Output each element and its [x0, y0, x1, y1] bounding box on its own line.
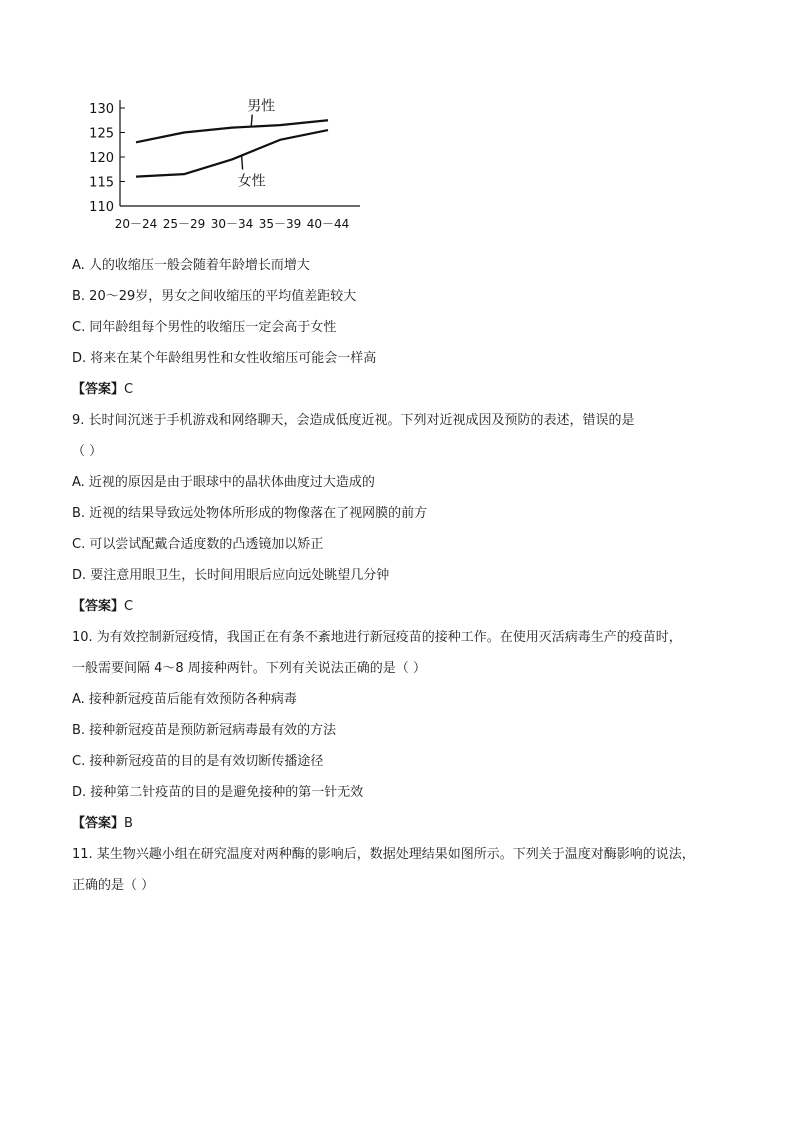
x-tick-label: 35－39 [258, 217, 302, 231]
series-line-0 [136, 120, 328, 142]
y-tick-label: 125 [89, 126, 114, 142]
q10-answer-value: B [124, 816, 133, 831]
q8-option-a: A. 人的收缩压一般会随着年龄增长而增大 [72, 258, 310, 273]
q10-option-a: A. 接种新冠疫苗后能有效预防各种病毒 [72, 692, 297, 707]
y-tick-label: 115 [89, 175, 114, 191]
chart-svg [76, 88, 376, 236]
series-label-0: 男性 [247, 98, 276, 115]
q10-option-b: B. 接种新冠疫苗是预防新冠病毒最有效的方法 [72, 723, 337, 738]
blood-pressure-chart [76, 88, 376, 236]
q10-answer [72, 814, 133, 834]
series-label-1: 女性 [237, 173, 266, 190]
q9-stem: 9. 长时间沉迷于手机游戏和网络聊天，会造成低度近视。下列对近视成因及预防的表述，错误的是 [72, 413, 635, 428]
q9-option-c: C. 可以尝试配戴合适度数的凸透镜加以矫正 [72, 537, 324, 552]
y-tick-label: 110 [89, 200, 114, 215]
series-label-leader-0 [251, 115, 252, 127]
x-tick-label: 25－29 [162, 217, 206, 231]
y-tick-label: 120 [89, 151, 114, 166]
q11-stem: 11. 某生物兴趣小组在研究温度对两种酶的影响后，数据处理结果如图所示。下列关于温度对酶影响的说法， [72, 847, 695, 862]
q9-option-b: B. 近视的结果导致远处物体所形成的物像落在了视网膜的前方 [72, 506, 428, 521]
x-tick-label: 40－44 [306, 217, 350, 231]
q9-stem-cont: （ ） [72, 444, 103, 459]
q10-option-c: C. 接种新冠疫苗的目的是有效切断传播途径 [72, 754, 324, 769]
q9-option-a: A. 近视的原因是由于眼球中的晶状体曲度过大造成的 [72, 475, 375, 490]
q9-answer [72, 597, 133, 617]
q10-answer-label: 【答案】 [72, 816, 125, 831]
q8-answer-label: 【答案】 [72, 382, 125, 397]
q10-stem: 10. 为有效控制新冠疫情，我国正在有条不紊地进行新冠疫苗的接种工作。在使用灭活病毒生产的疫苗时， [72, 630, 682, 645]
q9-answer-value: C [124, 599, 134, 614]
x-tick-label: 20－24 [114, 217, 158, 231]
q8-answer-value: C [124, 382, 134, 397]
q10-stem-cont: 一般需要间隔 4～8 周接种两针。下列有关说法正确的是（ ） [72, 661, 426, 676]
q8-option-d: D. 将来在某个年龄组男性和女性收缩压可能会一样高 [72, 351, 377, 366]
q8-option-c: C. 同年龄组每个男性的收缩压一定会高于女性 [72, 320, 337, 335]
q8-option-b: B. 20～29岁，男女之间收缩压的平均值差距较大 [72, 289, 357, 304]
series-label-leader-1 [242, 156, 243, 170]
q9-option-d: D. 要注意用眼卫生，长时间用眼后应向远处眺望几分钟 [72, 568, 390, 583]
y-tick-label: 130 [89, 102, 114, 117]
q8-answer [72, 380, 133, 400]
q9-answer-label: 【答案】 [72, 599, 125, 614]
q11-stem-cont: 正确的是（ ） [72, 878, 155, 893]
x-tick-label: 30－34 [210, 217, 254, 231]
q10-option-d: D. 接种第二针疫苗的目的是避免接种的第一针无效 [72, 785, 364, 800]
